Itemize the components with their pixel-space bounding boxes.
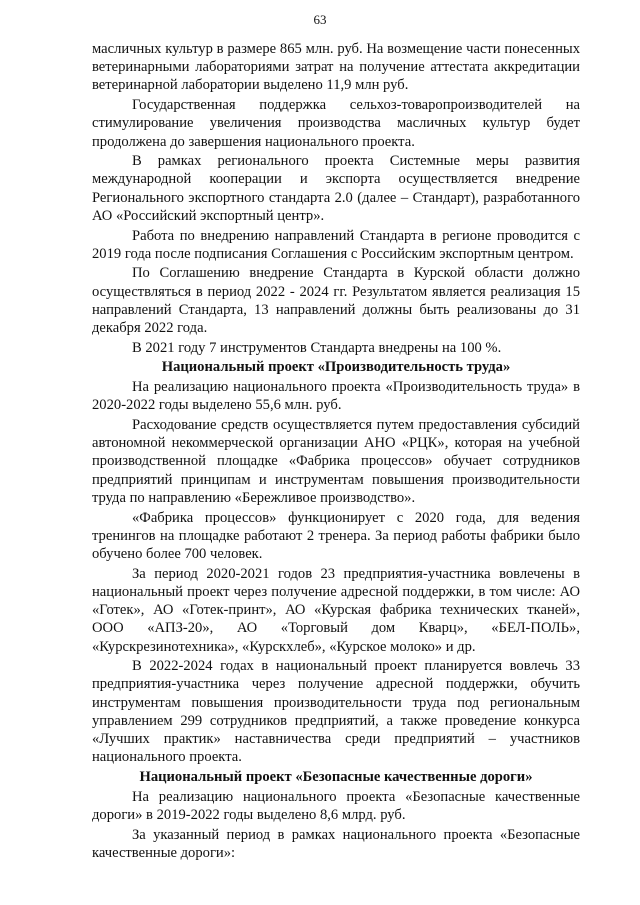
section-heading: Национальный проект «Безопасные качественные дороги» — [139, 768, 533, 785]
paragraph: По Соглашению внедрение Стандарта в Курской области должно осуществляться в период 2022 - 2024 гг. Результатом является реализация 15 направлений Стандарта, 13 направлений должны быть реализованы до 31 декабря 2022 года. — [92, 265, 580, 337]
paragraph: Расходование средств осуществляется путем предоставления субсидий автономной некоммерческой организации АНО «РЦК», которая на учебной производственной площадке «Фабрика процессов» обучает сотрудников предприятий принципам и инструментам повышения производительности труда по направлению «Бережливое производство». — [92, 417, 580, 506]
document-body — [92, 40, 580, 863]
paragraph: Работа по внедрению направлений Стандарта в регионе проводится с 2019 года после подписания Соглашения с Российским экспортным центром. — [92, 227, 580, 262]
paragraph: За период 2020-2021 годов 23 предприятия-участника вовлечены в национальный проект через получение адресной поддержки, в том числе: АО «Готек», АО «Готек-принт», АО «Курская фабрика технических тканей», ООО «АПЗ-20», АО «Торговый дом Кварц», «БЕЛ-ПОЛЬ», «Курскрезинотехника», «Курскхлеб», «Курское молоко» и др. — [92, 565, 580, 655]
paragraph: В 2022-2024 годах в национальный проект планируется вовлечь 33 предприятия-участника через получение адресной поддержки, обучить инструментам повышения производительности труда под региональным управлением 299 сотрудников предприятий, а также проведение конкурса «Лучших практик» наставничества среди предприятий – участников национального проекта. — [92, 658, 580, 766]
paragraph: На реализацию национального проекта «Производительность труда» в 2020-2022 годы выделено 55,6 млн. руб. — [92, 379, 580, 414]
paragraph: Государственная поддержка сельхоз-товаропроизводителей на стимулирование увеличения производства масличных культур будет продолжена до завершения национального проекта. — [92, 97, 580, 150]
paragraph: В 2021 году 7 инструментов Стандарта внедрены на 100 %. — [132, 339, 502, 356]
paragraph: За указанный период в рамках национального проекта «Безопасные качественные дороги»: — [92, 826, 580, 861]
section-heading: Национальный проект «Производительность труда» — [161, 359, 511, 376]
paragraph: «Фабрика процессов» функционирует с 2020 года, для ведения тренингов на площадке работают 2 тренера. За период работы фабрики было обучено более 700 человек. — [92, 509, 580, 562]
paragraph: В рамках регионального проекта Системные меры развития международной кооперации и экспорта осуществляется внедрение Регионального экспортного стандарта 2.0 (далее – Стандарт), разработанного АО «Российский экспортный центр». — [92, 153, 580, 224]
page-number: 63 — [313, 12, 327, 27]
paragraph: масличных культур в размере 865 млн. руб. На возмещение части понесенных ветеринарными лабораториями затрат на получение аттестата аккредитации ветеринарной лаборатории выделено 11,9 млн руб. — [92, 41, 580, 94]
paragraph: На реализацию национального проекта «Безопасные качественные дороги» в 2019-2022 годы выделено 8,6 млрд. руб. — [92, 788, 580, 823]
